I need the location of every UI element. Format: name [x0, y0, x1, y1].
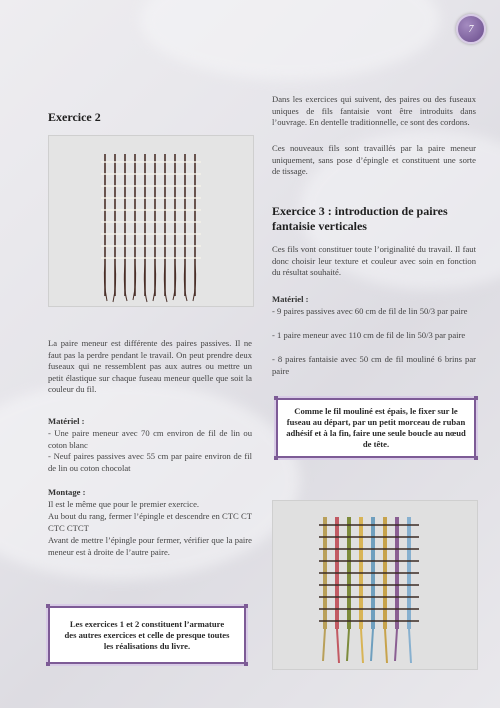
exercise-3-intro: Ces fils vont constituer toute l’originalité du travail. Il faut donc choisir leur texture et couleur avec soin en fonction du résultat souhaité. [272, 244, 476, 278]
page-number-badge [456, 14, 486, 44]
exercise-2-montage-label: Montage : [48, 487, 86, 497]
exercise-2-montage-line: Au bout du rang, fermer l’épingle et descendre en CTC CT CTC CTCT [48, 511, 252, 533]
exercise-3-heading: Exercice 3 : introduction de paires fantaisie verticales [272, 204, 448, 233]
exercise-2-materiel-item: - Une paire meneur avec 70 cm environ de fil de lin ou coton blanc [48, 428, 252, 450]
exercise-3-materiel-item: - 1 paire meneur avec 110 cm de fil de lin 50/3 par paire [272, 330, 466, 340]
exercise-2-montage-line: Avant de mettre l’épingle pour fermer, vérifier que la paire meneur est à droite de l’autre paire. [48, 535, 252, 557]
callout-box-left [48, 606, 246, 664]
lace-sample-brown-image [49, 136, 253, 306]
lace-sample-colored-image [273, 501, 477, 669]
exercise-2-materiel-label: Matériel : [48, 416, 85, 426]
exercise-2-photo [48, 135, 254, 307]
page-number: 7 [468, 23, 474, 35]
fancy-threads-intro: Dans les exercices qui suivent, des paires ou des fuseaux uniques de fils fantaisie vont être introduits dans l’ouvrage. En dentelle traditionnelle, ce sont des cordons. [272, 94, 476, 128]
exercise-2-materiel-item: - Neuf paires passives avec 55 cm par paire environ de fil de lin ou coton chocolat [48, 451, 252, 473]
fancy-threads-intro-2: Ces nouveaux fils sont travaillés par la paire meneur uniquement, sans pose d’épingle et constituent une sorte de tissage. [272, 143, 476, 177]
callout-text: Comme le fil mouliné est épais, le fixer sur le fuseau au départ, par un petit morceau de ruban adhésif et à la fin, faire une seule boucle au nœud de tête. [286, 406, 466, 449]
exercise-2-intro: La paire meneur est différente des paires passives. Il ne faut pas la perdre pendant le travail. On peut prendre deux fuseaux qui ne ressemblent pas aux autres ou mettre un petit élastique sur chaque fuseau meneur quelle que soit la couleur du fil. [48, 338, 252, 395]
callout-box-right [276, 398, 476, 458]
background-fold [140, 0, 440, 80]
exercise-3-photo [272, 500, 478, 670]
exercise-3-materiel-label: Matériel : [272, 294, 309, 304]
exercise-2-montage-line: Il est le même que pour le premier exercice. [48, 499, 200, 509]
exercise-3-materiel-item: - 9 paires passives avec 60 cm de fil de lin 50/3 par paire [272, 306, 468, 316]
exercise-3-materiel-item: - 8 paires fantaisie avec 50 cm de fil mouliné 6 brins par paire [272, 354, 476, 376]
exercise-2-heading: Exercice 2 [48, 110, 101, 124]
callout-text: Les exercices 1 et 2 constituent l’armature des autres exercices et celle de presque toutes les réalisations du livre. [64, 618, 230, 651]
